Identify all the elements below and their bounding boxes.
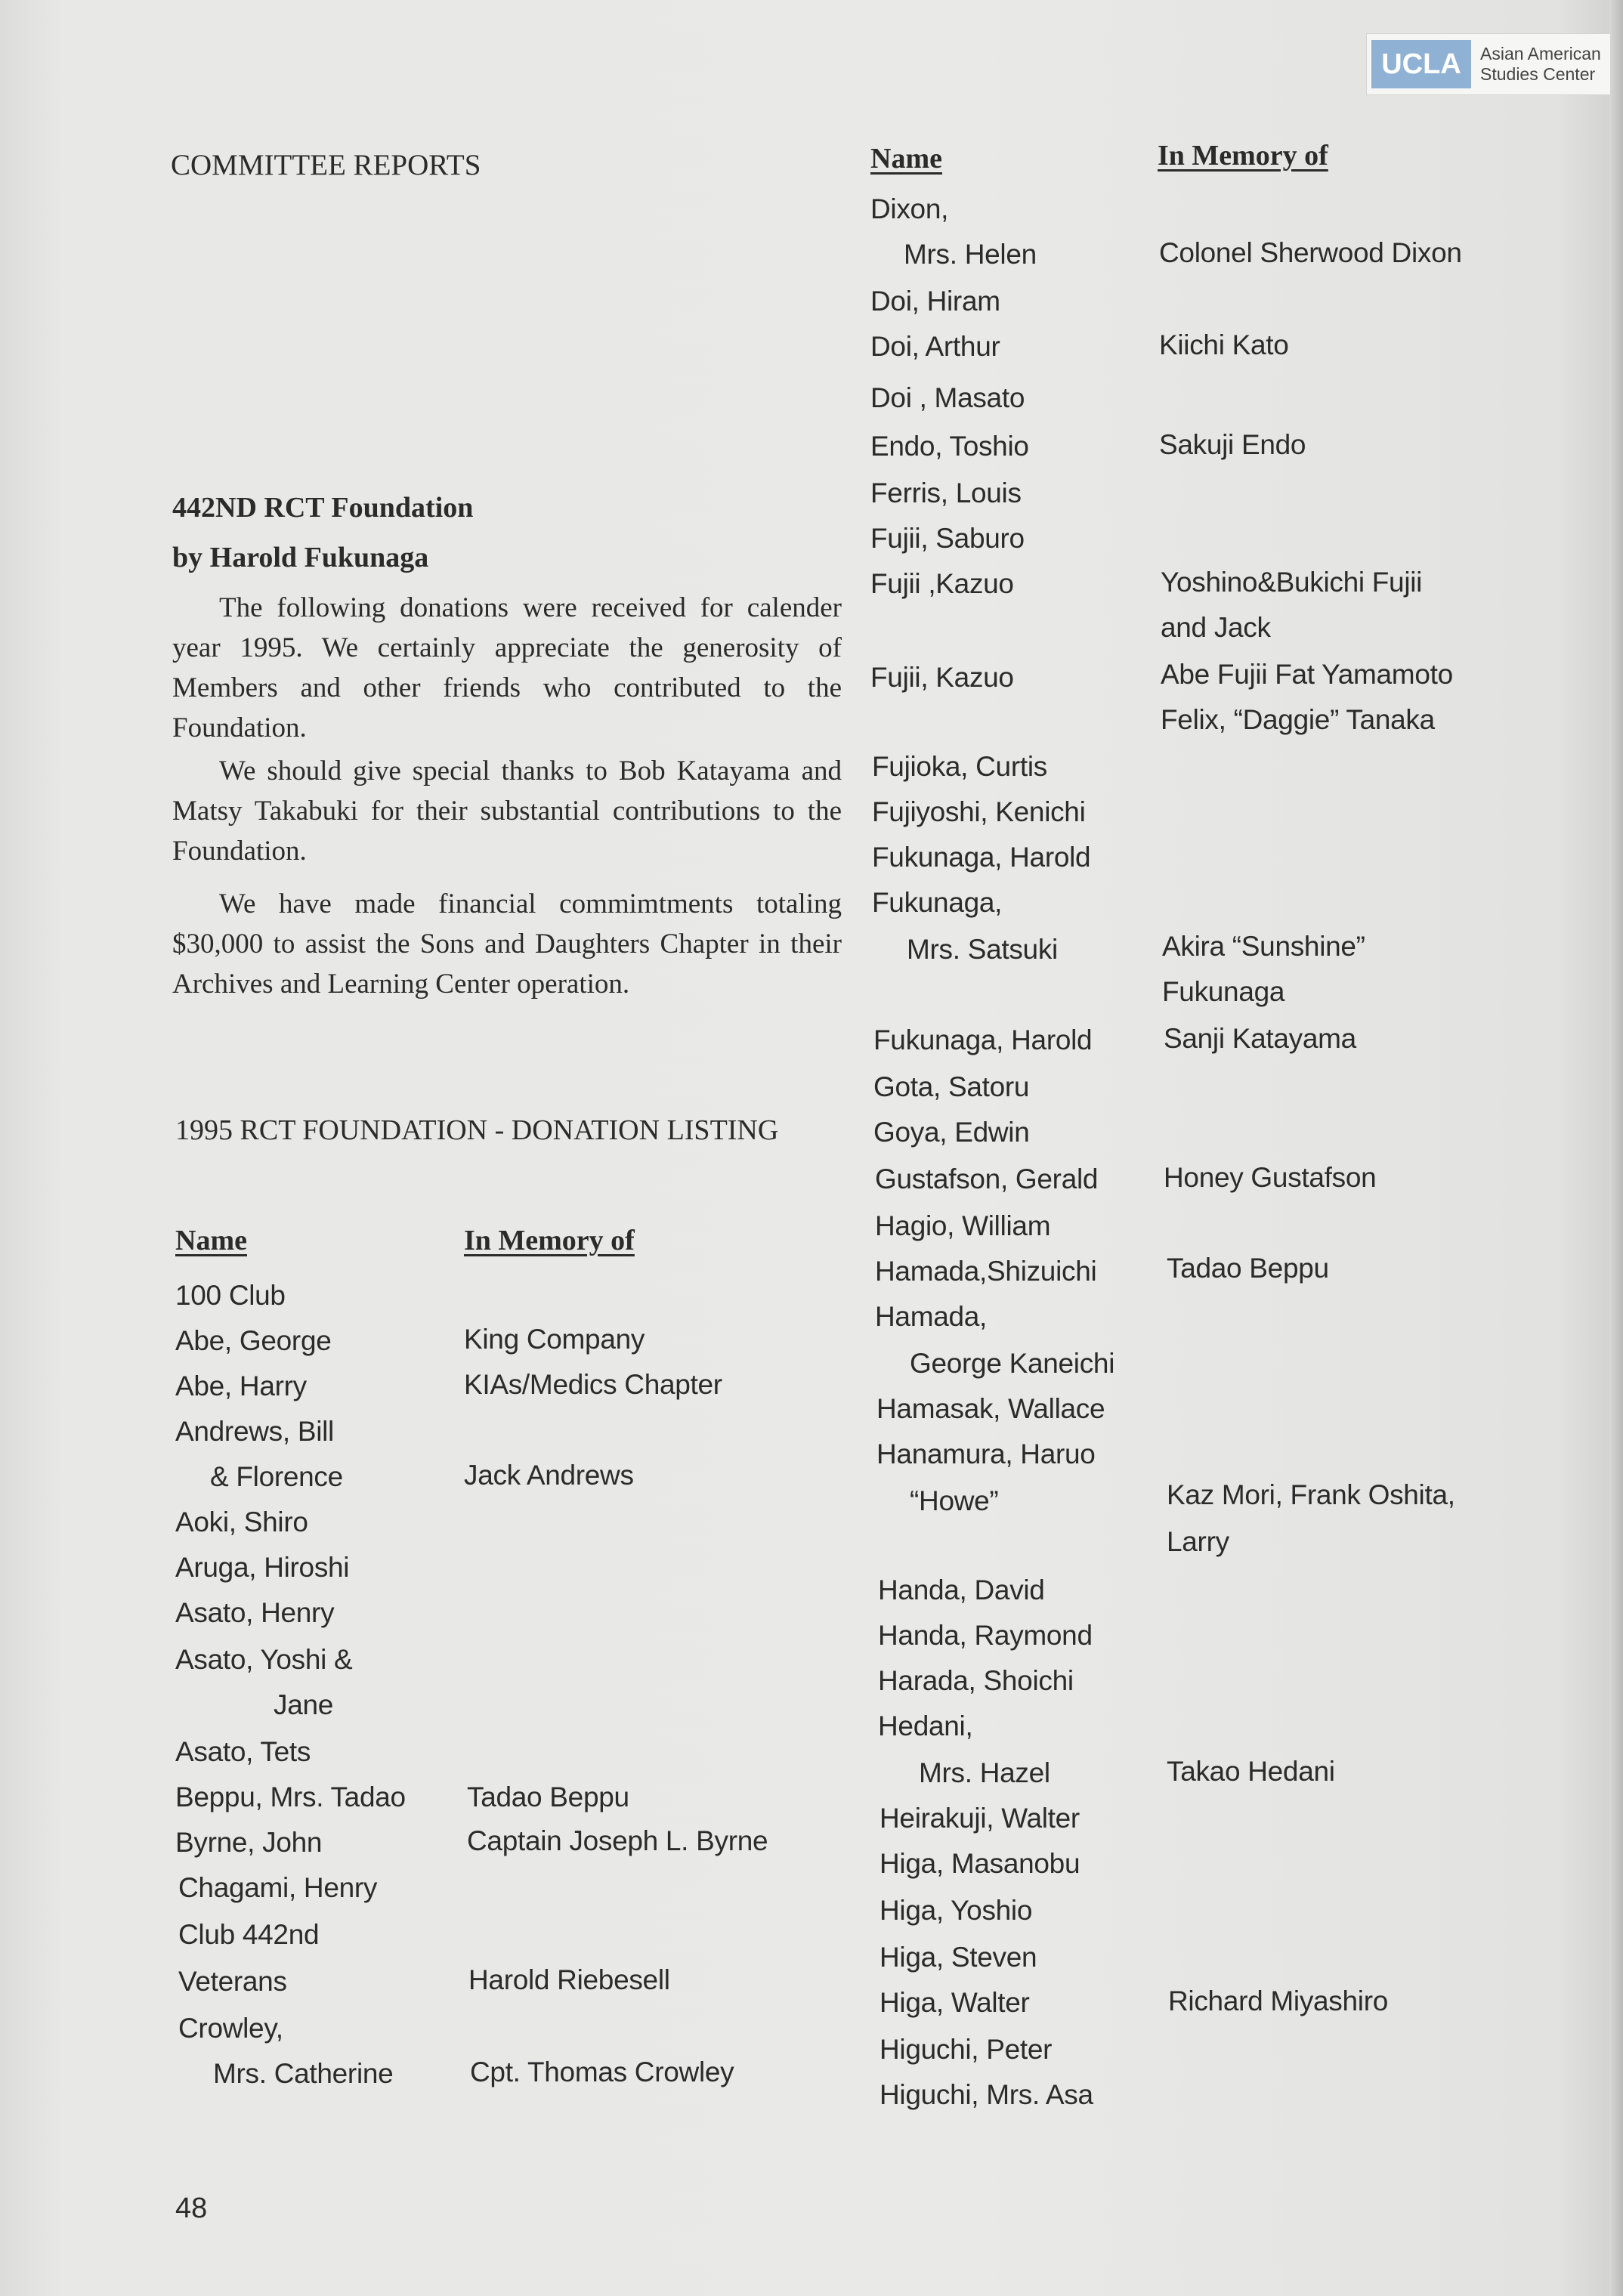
- right-name-header: Name: [870, 143, 942, 175]
- right-memory-header: In Memory of: [1158, 140, 1328, 172]
- donor-name: Gustafson, Gerald: [875, 1163, 1099, 1194]
- memory-name: Harold Riebesell: [468, 1964, 670, 1995]
- memory-name: Richard Miyashiro: [1168, 1985, 1388, 2016]
- ucla-logo: UCLA: [1371, 40, 1471, 88]
- donor-name: Mrs. Helen: [904, 239, 1037, 270]
- donor-name: Harada, Shoichi: [878, 1665, 1074, 1696]
- donor-name: Mrs. Satsuki: [907, 934, 1058, 965]
- donor-name: & Florence: [210, 1461, 343, 1492]
- donor-name: Fujiyoshi, Kenichi: [872, 796, 1086, 827]
- memory-name: Sakuji Endo: [1159, 429, 1306, 460]
- memory-name: Larry: [1167, 1526, 1229, 1557]
- donor-name: Jane: [274, 1689, 334, 1720]
- memory-name: Felix, “Daggie” Tanaka: [1161, 704, 1435, 735]
- memory-name: KIAs/Medics Chapter: [464, 1369, 722, 1400]
- donor-name: Abe, George: [175, 1325, 332, 1356]
- memory-name: Fukunaga: [1162, 976, 1285, 1007]
- donor-name: Fujii, Saburo: [870, 523, 1025, 554]
- memory-name: Captain Joseph L. Byrne: [467, 1825, 768, 1856]
- donor-name: Fukunaga,: [872, 887, 1003, 918]
- article-paragraph-1: The following donations were received for calender year 1995. We certainly appreciate the generosity of Members and other friends who contributed to the Foundation.: [172, 592, 842, 743]
- memory-name: Sanji Katayama: [1164, 1023, 1356, 1054]
- article-paragraph-2: We should give special thanks to Bob Katayama and Matsy Takabuki for their substantial contributions to the Foundation.: [172, 756, 842, 867]
- section-title: COMMITTEE REPORTS: [171, 149, 481, 181]
- page-edge: [1609, 0, 1623, 2296]
- donor-name: Fukunaga, Harold: [873, 1024, 1093, 1055]
- donor-name: Veterans: [178, 1966, 287, 1997]
- donor-name: Higa, Masanobu: [880, 1848, 1080, 1879]
- donor-name: Crowley,: [178, 2013, 283, 2044]
- ucla-badge: [1366, 33, 1611, 95]
- donor-name: Hamada,Shizuichi: [875, 1256, 1097, 1287]
- article-paragraph-3: We have made financial commimtments totaling $30,000 to assist the Sons and Daughters Chapter in their Archives and Learning Center operation.: [172, 888, 842, 1000]
- donor-name: Andrews, Bill: [175, 1416, 334, 1447]
- donor-name: Mrs. Hazel: [919, 1757, 1050, 1788]
- memory-name: Kiichi Kato: [1159, 329, 1289, 360]
- donor-name: Asato, Tets: [175, 1736, 311, 1767]
- article-byline: by Harold Fukunaga: [172, 542, 429, 573]
- page-number: 48: [175, 2192, 208, 2224]
- memory-name: King Company: [464, 1324, 645, 1355]
- donor-name: Fujii, Kazuo: [870, 662, 1014, 693]
- listing-title: 1995 RCT FOUNDATION - DONATION LISTING: [175, 1114, 779, 1146]
- donor-name: Aruga, Hiroshi: [175, 1552, 350, 1583]
- badge-text: [1480, 44, 1601, 85]
- donor-name: Aoki, Shiro: [175, 1506, 308, 1537]
- donor-name: 100 Club: [175, 1280, 286, 1311]
- donor-name: Doi, Hiram: [870, 286, 1000, 317]
- donor-name: Hagio, William: [875, 1210, 1051, 1241]
- donor-name: Endo, Toshio: [870, 431, 1029, 462]
- memory-name: Tadao Beppu: [467, 1781, 629, 1812]
- donor-name: Gota, Satoru: [873, 1071, 1030, 1102]
- donor-name: Fujioka, Curtis: [872, 751, 1047, 782]
- donor-name: Higa, Steven: [880, 1942, 1037, 1973]
- donor-name: Hedani,: [878, 1710, 973, 1741]
- memory-name: Jack Andrews: [464, 1460, 634, 1491]
- memory-name: and Jack: [1161, 612, 1271, 643]
- donor-name: Mrs. Catherine: [213, 2058, 394, 2089]
- donor-name: Doi, Arthur: [870, 331, 1000, 362]
- donor-name: Fujii ,Kazuo: [870, 568, 1014, 599]
- badge-line-1: Asian American: [1480, 44, 1601, 63]
- donor-name: Higuchi, Peter: [880, 2034, 1053, 2065]
- left-memory-header: In Memory of: [464, 1225, 635, 1256]
- donor-name: Handa, David: [878, 1574, 1045, 1605]
- badge-line-2: Studies Center: [1480, 64, 1596, 84]
- donor-name: Club 442nd: [178, 1919, 320, 1950]
- donor-name: Higa, Walter: [880, 1987, 1030, 2018]
- donor-name: Hanamura, Haruo: [876, 1438, 1096, 1469]
- article-title: 442ND RCT Foundation: [172, 492, 474, 524]
- donor-name: George Kaneichi: [910, 1348, 1115, 1379]
- memory-name: Yoshino&Bukichi Fujii: [1161, 567, 1423, 598]
- donor-name: Handa, Raymond: [878, 1620, 1093, 1651]
- memory-name: Honey Gustafson: [1164, 1162, 1377, 1193]
- memory-name: Takao Hedani: [1167, 1756, 1335, 1787]
- donor-name: Asato, Yoshi &: [175, 1644, 353, 1675]
- memory-name: Abe Fujii Fat Yamamoto: [1161, 659, 1453, 690]
- donor-name: Higa, Yoshio: [880, 1895, 1033, 1926]
- memory-name: Colonel Sherwood Dixon: [1159, 237, 1462, 268]
- memory-name: Kaz Mori, Frank Oshita,: [1167, 1479, 1455, 1510]
- memory-name: Tadao Beppu: [1167, 1253, 1329, 1284]
- donor-name: Chagami, Henry: [178, 1872, 378, 1903]
- donor-name: Dixon,: [870, 193, 949, 224]
- donor-name: Asato, Henry: [175, 1597, 335, 1628]
- donor-name: Higuchi, Mrs. Asa: [880, 2079, 1093, 2110]
- donor-name: Heirakuji, Walter: [880, 1803, 1080, 1834]
- donor-name: Beppu, Mrs. Tadao: [175, 1781, 406, 1812]
- donor-name: Doi , Masato: [870, 382, 1025, 413]
- donor-name: Fukunaga, Harold: [872, 842, 1091, 873]
- left-name-header: Name: [175, 1225, 247, 1256]
- donor-name: Goya, Edwin: [873, 1117, 1030, 1148]
- donor-name: “Howe”: [910, 1485, 999, 1516]
- memory-name: Akira “Sunshine”: [1162, 931, 1365, 962]
- donor-name: Byrne, John: [175, 1827, 323, 1858]
- donor-name: Abe, Harry: [175, 1370, 307, 1401]
- memory-name: Cpt. Thomas Crowley: [470, 2057, 734, 2087]
- donor-name: Hamada,: [875, 1301, 988, 1332]
- donor-name: Hamasak, Wallace: [876, 1393, 1105, 1424]
- donor-name: Ferris, Louis: [870, 477, 1022, 508]
